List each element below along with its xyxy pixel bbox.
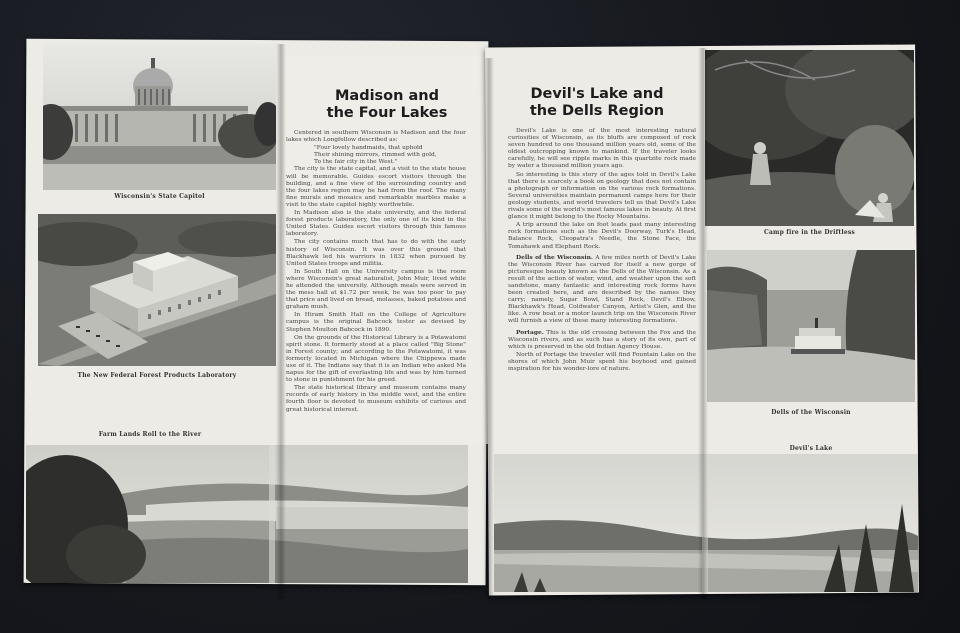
state-capitol-photo — [43, 44, 276, 190]
madison-body-text — [286, 130, 466, 415]
farm-lands-river-photo — [26, 445, 468, 583]
madison-paragraph: In Madison also is the state university, and the federal forest products laboratory, the only one of its kind in the United States. Guides escort visitors through this famous laboratory. — [286, 210, 466, 238]
devils-lake-caption: Devil's Lake — [789, 445, 833, 452]
portage-runin: Portage. — [516, 328, 544, 336]
madison-paragraph: On the grounds of the Historical Library is a Potawatomi spirit stone. It formerly stood at a place called "Big Stone" in Forest county; and according to the Potawatomi, it was formerly located in Michigan where the Chippewa made use of it. The Indians say that it is an Indian who asked Ma napus for the gift of everlasting life and was by him turned to stone in punishment for his greed. — [286, 334, 466, 384]
madison-heading-text: Madison and the Four Lakes — [326, 88, 448, 121]
right-fold-crease — [698, 48, 708, 599]
devils-heading — [492, 86, 702, 119]
dells-photo — [707, 250, 915, 402]
quote-line: To the fair city in the West." — [314, 159, 398, 166]
dells-runin: Dells of the Wisconsin. — [516, 253, 593, 261]
quote-line: Their shining mirrors, rimmed with gold, — [314, 152, 437, 159]
madison-paragraph: The state historical library and museum contains many records of early history in the middle west, and the entire fourth floor is devoted to museum exhibits of curious and great historical interest. — [286, 385, 466, 413]
madison-paragraph: In South Hall on the University campus is the room where Wisconsin's great naturalist, John Muir, lived while he attended the university. Although meals were served in the mess hall at $1.72 per week, he was too poor to pay that price and lived on bread, molasses, baked potatoes and graham mush. — [286, 268, 466, 311]
left-fold-crease — [276, 44, 286, 599]
madison-paragraph: The city contains much that has to do with the early history of Wisconsin. It was over this ground that Blackhawk led his warriors in 1832 when pursued by United States troops and militia. — [286, 239, 466, 267]
farm-caption: Farm Lands Roll to the River — [98, 431, 202, 438]
closing-paragraph: North of Portage the traveler will find Fountain Lake on the shores of which John Muir spent his boyhood and gained inspiration for his wonder-lore of nature. — [508, 351, 696, 372]
madison-heading — [286, 88, 488, 121]
devils-paragraph: Devil's Lake is one of the most interesting natural curiosities of Wisconsin, as its bluffs are composed of rock seven hundred to one thousand million years old, some of the oldest outcropping known to mankind. If the traveler looks carefully, he will see ripple marks in this quartzite rock made by water a thousand million years ago. — [508, 128, 696, 170]
camp-fire-caption: Camp fire in the Driftless — [763, 229, 856, 236]
madison-paragraph: Centered in southern Wisconsin is Madison and the four lakes which Longfellow described as: — [286, 130, 466, 144]
forest-lab-caption: The New Federal Forest Products Laboratory — [77, 372, 237, 379]
devils-paragraph: A trip around the lake on foot leads past many interesting rock formations such as the Devil's Doorway, Turk's Head, Balance Rock, Cleopatra's Needle, the Stone Face, the Tomahawk and Elephant Rock. — [508, 222, 696, 250]
devils-heading-text: Devil's Lake and the Dells Region — [529, 86, 665, 119]
center-fold-crease — [484, 58, 494, 599]
madison-paragraph: The city is the state capital, and a visit to the state house will be memorable. Guides escort visitors through the building, and a fine view of the surrounding country and the four lakes region may be had from the roof. The many fine murals and mosaics and remarkable marbles make a visit to the state capitol highly worthwhile. — [286, 166, 466, 208]
quote-line: "Four lovely handmaids, that uphold — [314, 145, 423, 152]
forest-lab-aerial-photo — [38, 214, 276, 366]
capitol-caption: Wisconsin's State Capitol — [114, 193, 205, 200]
dells-caption: Dells of the Wisconsin — [771, 409, 851, 416]
madison-paragraph: In Hiram Smith Hall on the College of Agriculture campus is the original Babcock tester as devised by Stephen Moulton Babcock in 1890. — [286, 312, 466, 333]
devils-paragraph: So interesting is this story of the ages told in Devil's Lake that there is scarcely a book on geology that does not contain a photograph or information on the various rock formations. Several universities maintain permanent camps here for their geology students, and world travelers tell us that Devil's Lake rivals some of the world's most famous lakes in beauty. At first glance it might belong to the Rocky Mountains. — [508, 171, 696, 221]
devils-body-text — [508, 128, 696, 374]
camp-fire-photo — [705, 50, 914, 226]
portage-paragraph — [508, 329, 696, 351]
dells-text: A few miles north of Devil's Lake the Wisconsin River has carved for itself a new gorge of picturesque beauty known as the Dells of the Wisconsin. As a result of the action of water, wind, and weather upon the soft sandstone, many fantastic and interesting rock forms have been created here, and are described by the names they carry; namely, Sugar Bowl, Stand Rock, Devil's Elbow, Blackhawk's Head, Coldwater Canyon, Artist's Glen, and the like. A row boat or a motor launch trip on the Wisconsin River will furnish a view of these many interesting formations. — [508, 254, 697, 325]
portage-text: This is the old crossing between the Fox and the Wisconsin rivers, and as such has a story of its own, part of which is preserved in the old Indian Agency House. — [508, 329, 696, 350]
dells-paragraph — [508, 254, 696, 326]
